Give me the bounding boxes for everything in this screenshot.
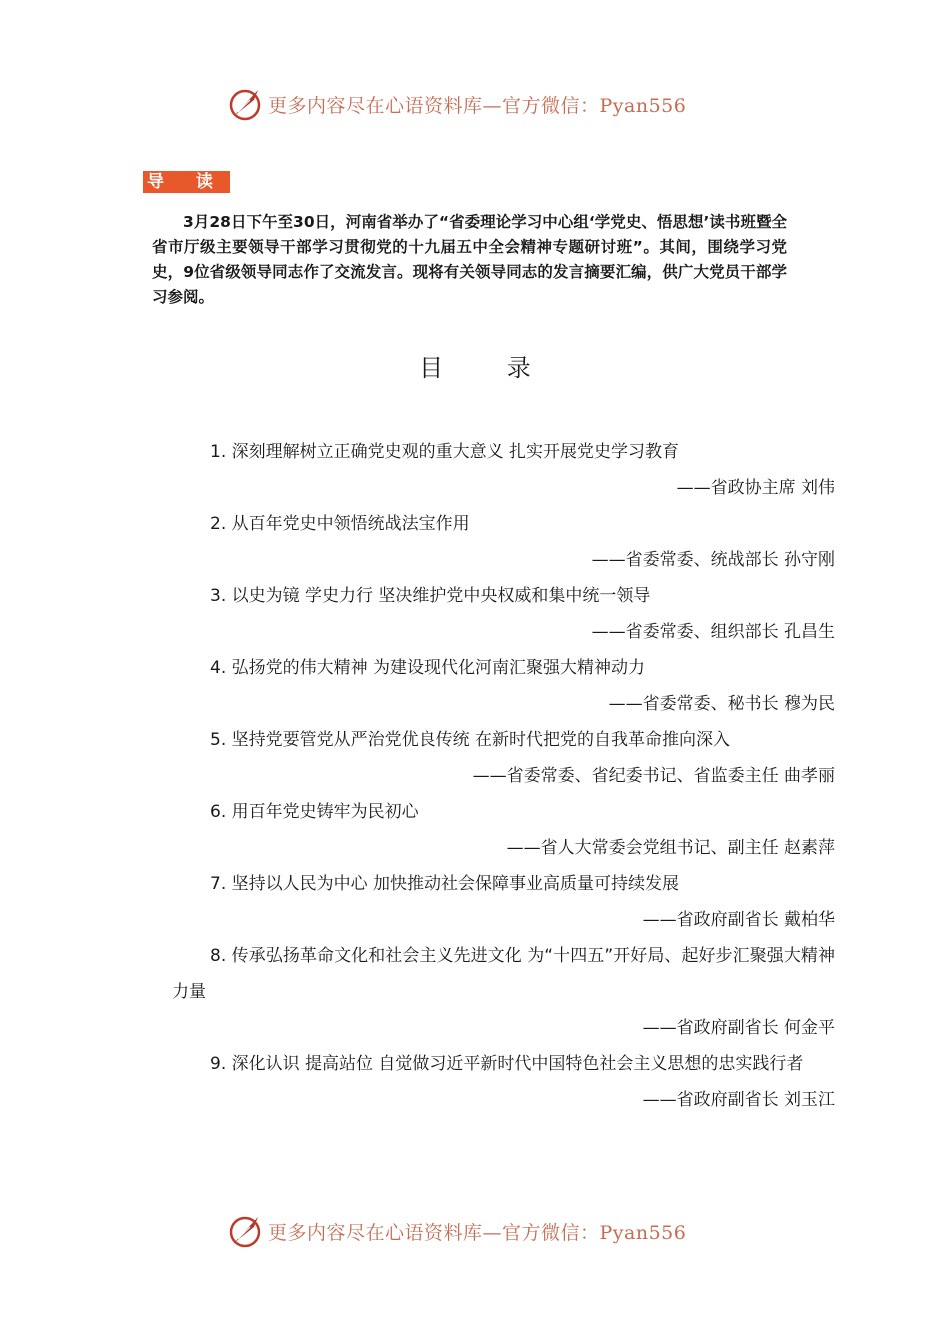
toc-entry-title: 2. 从百年党史中领悟统战法宝作用: [210, 514, 470, 534]
toc-entry-author: ——省政府副省长 戴柏华: [642, 910, 835, 930]
toc-entry-title: 3. 以史为镜 学史力行 坚决维护党中央权威和集中统一领导: [210, 586, 651, 606]
toc-entry: [172, 1046, 835, 1118]
toc-entry: [172, 506, 835, 578]
toc-entry-author: ——省政府副省长 何金平: [642, 1018, 835, 1038]
toc-entry-author: ——省人大常委会党组书记、副主任 赵素萍: [506, 838, 835, 858]
toc-entry-author: ——省委常委、省纪委书记、省监委主任 曲孝丽: [472, 766, 835, 786]
toc-entry: [172, 794, 835, 866]
toc-entry-title: 9. 深化认识 提高站位 自觉做习近平新时代中国特色社会主义思想的忠实践行者: [210, 1054, 804, 1074]
watermark-banner-top: [228, 84, 788, 124]
toc-entry-author: ——省政协主席 刘伟: [676, 478, 835, 498]
lead-label: 导 读: [143, 171, 230, 193]
quill-pen-logo-icon: [228, 86, 264, 122]
toc-entry-author: ——省政府副省长 刘玉江: [642, 1090, 835, 1110]
intro-paragraph: 3月28日下午至30日，河南省举办了“省委理论学习中心组‘学党史、悟思想’读书班暨全省市厅级主要领导干部学习贯彻党的十九届五中全会精神专题研讨班”。其间，围绕学习党史，9位省级领导同志作了交流发言。现将有关领导同志的发言摘要汇编，供广大党员干部学习参阅。: [152, 213, 787, 306]
watermark-text: 更多内容尽在心语资料库—官方微信：Pyan556: [268, 1221, 687, 1244]
toc-entry-author: ——省委常委、秘书长 穆为民: [608, 694, 835, 714]
toc-entry: [172, 938, 835, 1046]
toc-entry: [172, 650, 835, 722]
toc-entry: [172, 434, 835, 506]
toc-entry: [172, 866, 835, 938]
toc-entry: [172, 722, 835, 794]
toc-entry-title: 4. 弘扬党的伟大精神 为建设现代化河南汇聚强大精神动力: [210, 658, 646, 678]
watermark-banner-bottom: [228, 1211, 788, 1251]
quill-pen-logo-icon: [228, 1213, 264, 1249]
toc-entry-title: 7. 坚持以人民为中心 加快推动社会保障事业高质量可持续发展: [210, 874, 680, 894]
toc-entry-author: ——省委常委、统战部长 孙守刚: [591, 550, 835, 570]
toc-entry-title: 1. 深刻理解树立正确党史观的重大意义 扎实开展党史学习教育: [210, 442, 680, 462]
table-of-contents: [172, 434, 835, 1118]
toc-title: 目 录: [419, 354, 559, 382]
toc-entry-title: 5. 坚持党要管党从严治党优良传统 在新时代把党的自我革命推向深入: [210, 730, 731, 750]
toc-entry: [172, 578, 835, 650]
watermark-text: 更多内容尽在心语资料库—官方微信：Pyan556: [268, 94, 687, 117]
toc-entry-title: 8. 传承弘扬革命文化和社会主义先进文化 为“十四五”开好局、起好步汇聚强大精神力量: [172, 946, 835, 1002]
toc-entry-author: ——省委常委、组织部长 孔昌生: [591, 622, 835, 642]
toc-entry-title: 6. 用百年党史铸牢为民初心: [210, 802, 419, 822]
